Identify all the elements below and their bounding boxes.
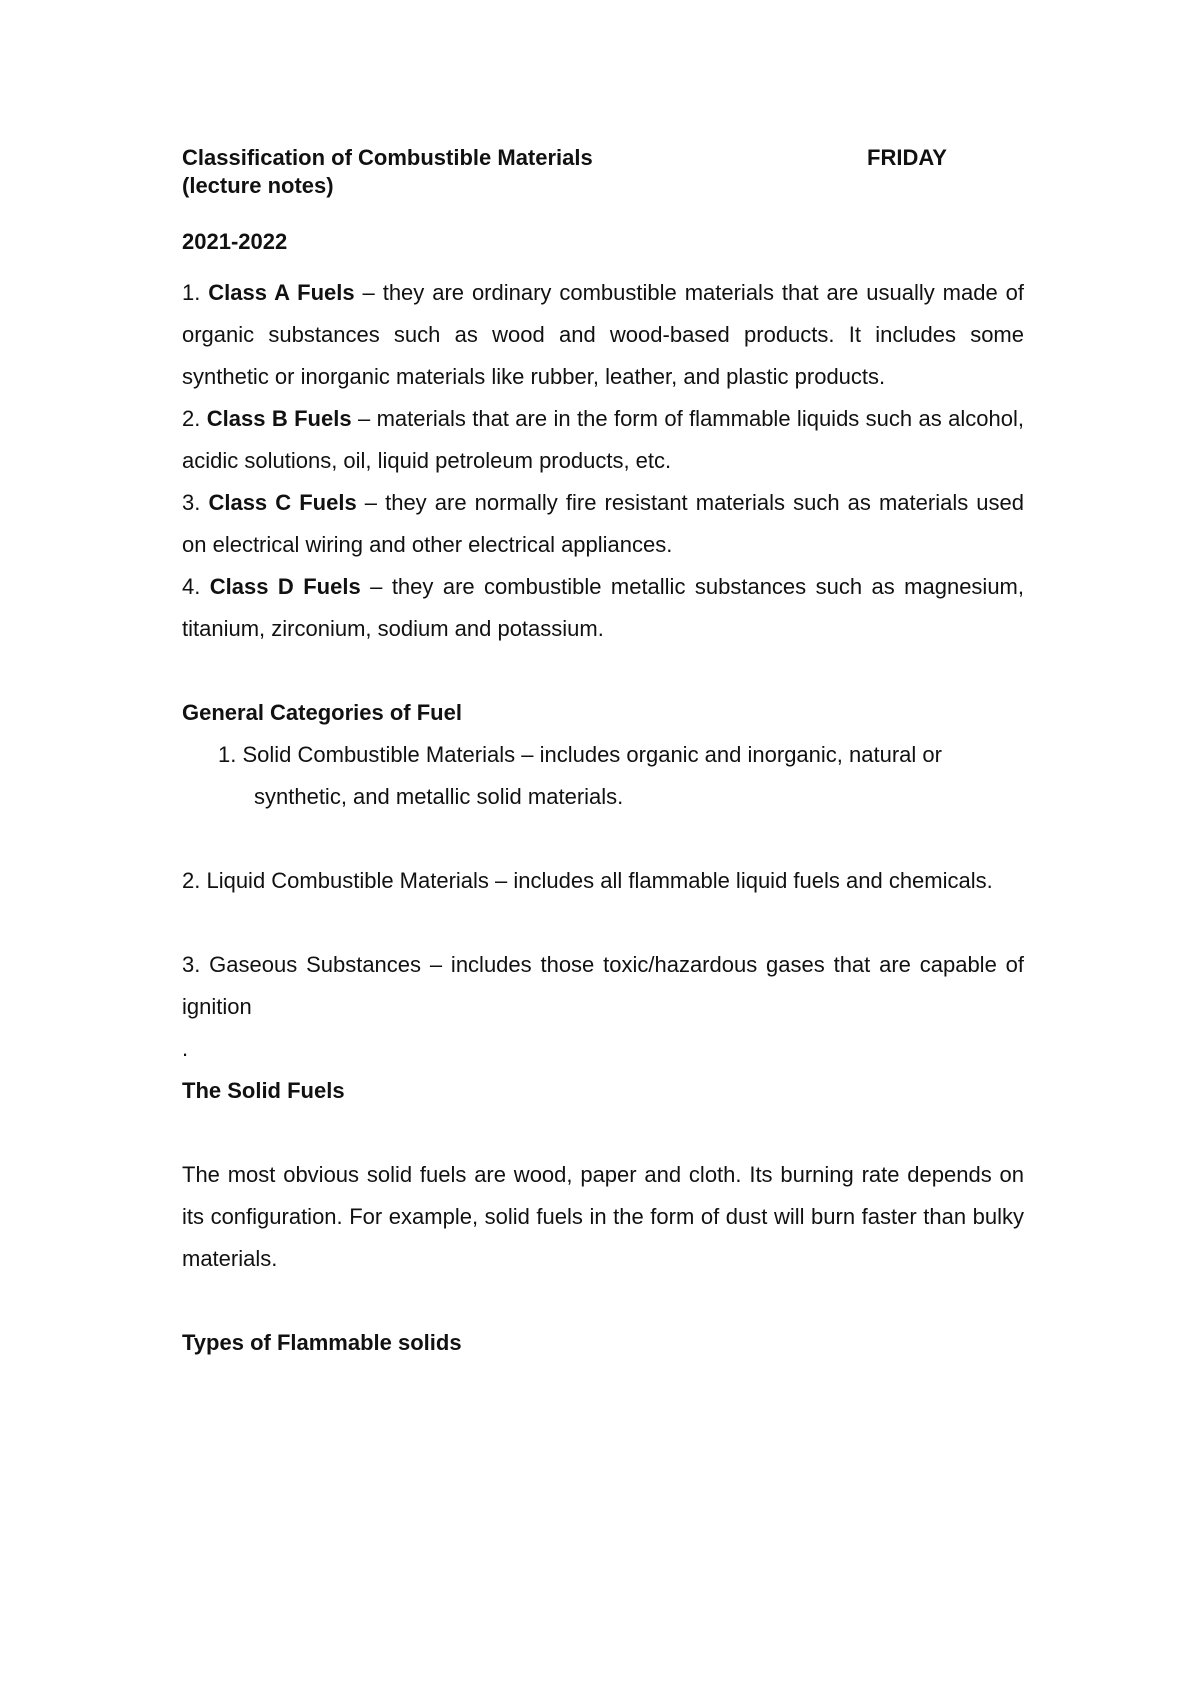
general-category-item: 3. Gaseous Substances – includes those toxic/hazardous gases that are capable of ignition — [182, 952, 1024, 1019]
fuel-class-list — [182, 272, 1024, 650]
fuel-class-number: 4. — [182, 574, 201, 599]
title-row — [182, 144, 1024, 172]
stray-dot: . — [182, 1036, 189, 1061]
fuel-class-text: – they are normally fire resistant materials such as materials used on electrical wiring and other electrical appliances. — [182, 490, 1024, 557]
fuel-class-text: – materials that are in the form of flammable liquids such as alcohol, acidic solutions, oil, liquid petroleum products, etc. — [182, 406, 1024, 473]
document-content — [182, 144, 1024, 1364]
solid-fuels-heading: The Solid Fuels — [182, 1078, 345, 1103]
general-category-item — [182, 734, 1024, 818]
school-year: 2021-2022 — [182, 229, 288, 254]
general-categories-heading: General Categories of Fuel — [182, 700, 462, 725]
fuel-class-text: – they are ordinary combustible materials that are usually made of organic substances such as wood and wood-based products. It includes some synthetic or inorganic materials like rubber, leather, and plastic products. — [182, 280, 1024, 389]
fuel-class-item — [182, 566, 1024, 650]
document-title: Classification of Combustible Materials — [182, 145, 593, 170]
document-subtitle: (lecture notes) — [182, 173, 334, 198]
fuel-class-name: Class D Fuels — [209, 574, 361, 599]
flammable-solids-heading: Types of Flammable solids — [182, 1330, 462, 1355]
fuel-class-item — [182, 398, 1024, 482]
fuel-class-item — [182, 482, 1024, 566]
general-category-item: 2. Liquid Combustible Materials – includes all flammable liquid fuels and chemicals. — [182, 868, 993, 893]
fuel-class-number: 3. — [182, 490, 201, 515]
fuel-class-name: Class B Fuels — [206, 406, 352, 431]
fuel-class-number: 2. — [182, 406, 201, 431]
general-category-line: synthetic, and metallic solid materials. — [254, 784, 624, 809]
general-category-line: 1. Solid Combustible Materials – includes organic and inorganic, natural or — [218, 742, 942, 767]
fuel-class-item — [182, 272, 1024, 398]
fuel-class-name: Class A Fuels — [208, 280, 355, 305]
fuel-class-number: 1. — [182, 280, 201, 305]
solid-fuels-paragraph: The most obvious solid fuels are wood, paper and cloth. Its burning rate depends on its configuration. For example, solid fuels in the form of dust will burn faster than bulky materials. — [182, 1162, 1024, 1271]
fuel-class-text: – they are combustible metallic substances such as magnesium, titanium, zirconium, sodium and potassium. — [182, 574, 1024, 641]
day-label: FRIDAY — [867, 145, 947, 170]
fuel-class-name: Class C Fuels — [208, 490, 357, 515]
